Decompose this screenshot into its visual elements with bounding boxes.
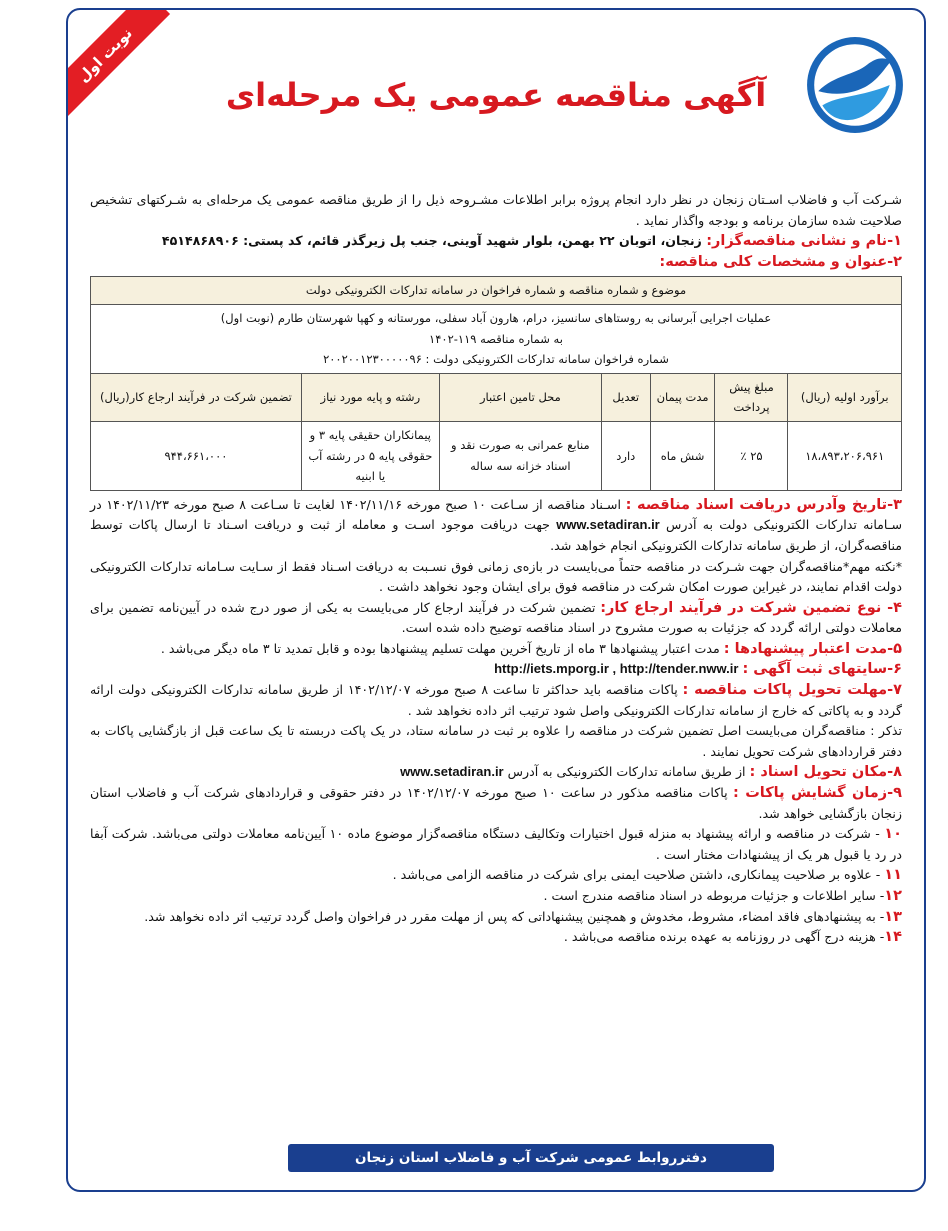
first-notice-ribbon: نوبت اول <box>66 8 170 120</box>
section-4-heading: ۴- نوع تضمین شرکت در فرآیند ارجاع کار: <box>600 599 902 616</box>
section-11-text: - علاوه بر صلاحیت پیمانکاری، داشتن صلاحیت ایمنی برای شرکت در مناقصه الزامی می‌باشد . <box>392 867 885 883</box>
section-11-number: ۱۱ <box>884 867 902 884</box>
section-4 <box>90 598 902 639</box>
important-note: *نکته مهم*مناقصه‌گران جهت شـرکت در مناقصه حتماً می‌بایست در بازه‌ی زمانی فوق نسـبت به دریافت اسـناد فقط از سـایت سـامانه تدارکات الکترونیکی دولت اقدام نمایند، در غیراین صورت امکان شرکت در مناقصه فوق برای ایشان وجود نخواهد داشت . <box>90 558 902 595</box>
section-6-heading: ۶-سایتهای ثبت آگهی : <box>742 661 902 678</box>
section-2 <box>90 252 902 273</box>
section-14-number: ۱۴ <box>884 929 902 946</box>
notice-body <box>90 190 902 948</box>
cell-funding: منابع عمرانی به صورت نقد و اسناد خزانه سه ساله <box>439 421 601 490</box>
subject-line-3: شماره فراخوان سامانه تدارکات الکترونیکی دولت : ۲۰۰۲۰۰۱۲۳۰۰۰۰۰۹۶ <box>323 352 669 367</box>
cell-field: پیمانکاران حقیقی پایه ۳ و حقوقی پایه ۵ در رشته آب یا ابنیه <box>301 421 439 490</box>
section-3-text-1: اسـناد مناقصه از سـاعت ۱۰ صبح مورخه ۱۴۰۲/۱۱/۱۶ لغایت تا سـاعت ۸ صبح مورخه ۱۴۰۲/۱۱/۲۳ در سـامانه تدارکات الکترونیکی دولت به آدرس <box>90 496 902 533</box>
section-8 <box>90 762 902 783</box>
section-5-text: مدت اعتبار پیشنهادها ۳ ماه از تاریخ آخرین مهلت تسلیم پیشنهادها بوده و قابل تمدید تا ۳ ماه دیگر می‌باشد . <box>160 640 724 656</box>
section-14-text: - هزینه درج آگهی در روزنامه به عهده برنده مناقصه می‌باشد . <box>563 929 885 945</box>
table-subject-cell <box>91 304 902 373</box>
setadiran-link-2[interactable]: www.setadiran.ir <box>400 764 504 780</box>
header-duration: مدت پیمان <box>650 373 715 421</box>
setadiran-link[interactable]: www.setadiran.ir <box>556 517 660 533</box>
table-caption: موضوع و شماره مناقصه و شماره فراخوان در سامانه تدارکات الکترونیکی دولت <box>91 277 902 305</box>
cell-duration: شش ماه <box>650 421 715 490</box>
section-7-heading: ۷-مهلت تحویل پاکات مناقصه : <box>682 682 902 699</box>
section-9 <box>90 783 902 824</box>
header-funding: محل تامین اعتبار <box>439 373 601 421</box>
section-5-heading: ۵-مدت اعتبار پیشنهادها : <box>723 640 902 657</box>
reminder-note: تذکر : مناقصه‌گران می‌بایست اصل تضمین شرکت در مناقصه را علاوه بر ثبت در سامانه ستاد، در یک پاکت دربسته تا یک ساعت قبل از بازگشایی پاکات به دفتر قراردادهای شرکت تحویل نمایند . <box>90 723 902 759</box>
water-company-logo-icon <box>804 34 906 136</box>
subject-line-2: به شماره مناقصه ۱۱۹-۱۴۰۲ <box>429 331 563 346</box>
section-7 <box>90 680 902 721</box>
section-3-heading: ۳-تاریخ وآدرس دریافت اسناد مناقصه : <box>625 496 902 513</box>
page-title: آگهی مناقصه عمومی یک مرحله‌ای <box>225 76 767 114</box>
section-10 <box>90 824 902 865</box>
footer-banner: دفترروابط عمومی شرکت آب و فاضلاب استان زنجان <box>288 1144 774 1172</box>
section-13-number: ۱۳ <box>884 908 902 925</box>
announcement-sites-links[interactable]: http://iets.mporg.ir , http://tender.nww.ir <box>494 661 739 677</box>
section-12 <box>90 886 902 907</box>
section-2-heading: ۲-عنوان و مشخصات کلی مناقصه: <box>659 253 902 270</box>
intro-paragraph: شـرکت آب و فاضلاب اسـتان زنجان در نظر دارد انجام پروژه برابر اطلاعات مشـروحه ذیل را از طریق مناقصه عمومی یک مرحله‌ای به شـرکتهای تشخیص صلاحیت شده سازمان برنامه و بودجه واگذار نماید . <box>90 192 902 228</box>
section-8-text: از طریق سامانه تدارکات الکترونیکی به آدرس <box>503 764 750 780</box>
section-3 <box>90 495 902 557</box>
header-field: رشته و پایه مورد نیاز <box>301 373 439 421</box>
section-1 <box>90 231 902 252</box>
section-9-text: پاکات مناقصه مذکور در ساعت ۱۰ صبح مورخه ۱۴۰۲/۱۲/۰۷ در دفتر حقوقی و قراردادهای شرکت آب و فاضلاب استان زنجان بازگشایی خواهد شد. <box>90 785 902 821</box>
section-14 <box>90 927 902 948</box>
section-12-text: - سایر اطلاعات و جزئیات مربوطه در اسناد مناقصه مندرج است . <box>543 888 885 903</box>
header-guarantee: تضمین شرکت در فرآیند ارجاع کار(ریال) <box>91 373 302 421</box>
section-13-text: - به پیشنهادهای فاقد امضاء، مشروط، مخدوش و همچنین پیشنهاداتی که پس از مهلت مقرر در فراخوان واصل گردد ترتیب اثر داده نخواهد شد. <box>144 908 885 924</box>
notice-frame <box>66 8 926 1192</box>
section-5 <box>90 639 902 660</box>
section-11 <box>90 865 902 886</box>
header-estimate: برآورد اولیه (ریال) <box>788 373 902 421</box>
table-row <box>91 421 902 490</box>
section-10-text: - شرکت در مناقصه و ارائه پیشنهاد به منزله قبول اختیارات وتکالیف دستگاه مناقصه‌گزار موضوع ماده ۱۰ آیین‌نامه معاملات دولتی می‌باشد. شرکت آبفا در رد یا قبول هر یک از پیشنهادات مختار است . <box>90 826 902 862</box>
section-1-heading: ۱-نام و نشانی مناقصه‌گزار: <box>706 233 902 250</box>
cell-adjust: دارد <box>601 421 650 490</box>
section-12-number: ۱۲ <box>884 888 902 904</box>
section-1-text: زنجان، اتوبان ۲۲ بهمن، بلوار شهید آوینی، جنب پل زیرگذر قائم، کد پستی: ۴۵۱۴۸۶۸۹۰۶ <box>161 233 707 249</box>
cell-prepay: ۲۵ ٪ <box>715 421 788 490</box>
cell-estimate: ۱۸،۸۹۳،۲۰۶،۹۶۱ <box>788 421 902 490</box>
subject-line-1: عملیات اجرایی آبرسانی به روستاهای سانسیز، درام، هارون آباد سفلی، مورستانه و کهپا شهرستان طارم (نوبت اول) <box>220 310 772 325</box>
header-prepay: مبلغ پیش پرداخت <box>715 373 788 421</box>
section-10-number: ۱۰ <box>884 826 902 843</box>
section-13 <box>90 907 902 928</box>
tender-spec-table <box>90 276 902 490</box>
header-adjust: تعدیل <box>601 373 650 421</box>
section-8-heading: ۸-مکان تحویل اسناد : <box>749 764 902 781</box>
section-6 <box>90 659 902 680</box>
cell-guarantee: ۹۴۴،۶۶۱،۰۰۰ <box>91 421 302 490</box>
section-9-heading: ۹-زمان گشایش پاکات : <box>732 785 902 802</box>
section-3-text-2: جهت دریافت موجود اسـت و معامله از ثبت و دریافت اسـناد تا ارسال پاکات توسط مناقصه‌گران، از طریق سامانه تدارکات الکترونیکی انجام خواهد شد. <box>90 517 902 553</box>
section-7-text: پاکات مناقصه باید حداکثر تا ساعت ۸ صبح مورخه ۱۴۰۲/۱۲/۰۷ از طریق سامانه تدارکات الکترونیکی دولت ارائه گردد و به پاکاتی که خارج از سامانه تدارکات الکترونیکی واصل شود ترتیب اثر داده نخواهد شد . <box>90 682 902 718</box>
section-4-text: تضمین شرکت در فرآیند ارجاع کار می‌بایست به یکی از صور درج شده در آیین‌نامه تضمین برای معاملات دولتی ارائه گردد که جزئیات به صورت مشروح در اسناد مناقصه توضیح داده شده است. <box>90 599 902 636</box>
